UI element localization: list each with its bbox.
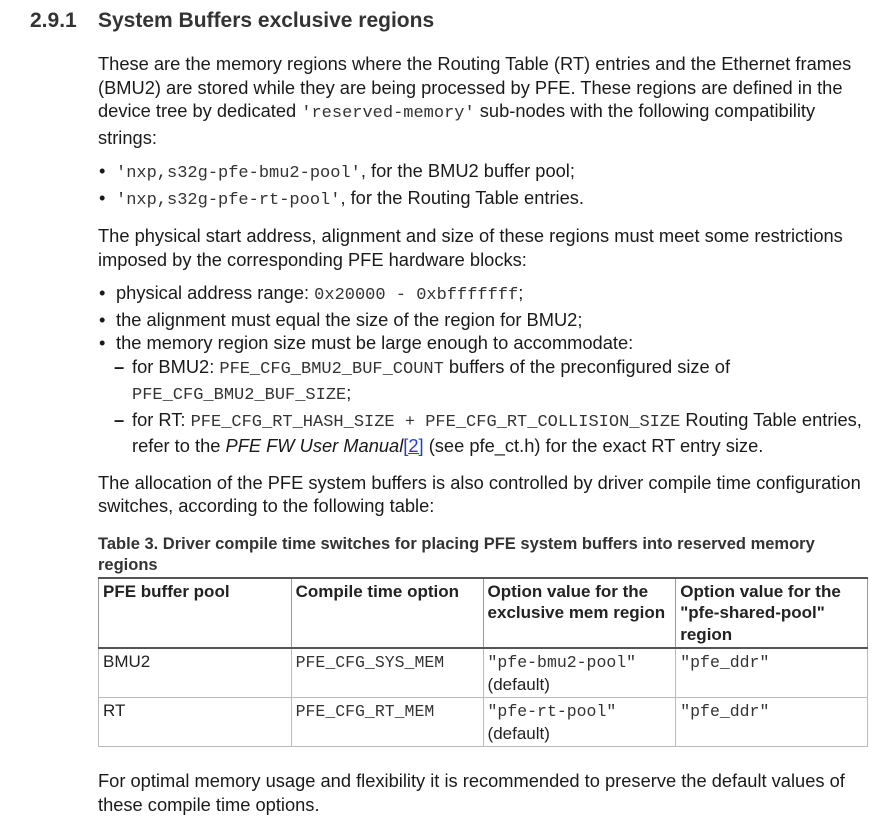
exclusive-value: "pfe-bmu2-pool": [487, 653, 637, 672]
list-item: [98, 159, 868, 186]
column-header: PFE buffer pool: [99, 578, 292, 649]
section-number: 2.9.1: [30, 9, 77, 32]
column-header: Compile time option: [291, 578, 483, 649]
buf-size-code: PFE_CFG_BMU2_BUF_SIZE: [132, 386, 347, 405]
shared-value: "pfe_ddr": [680, 653, 770, 672]
sub-list-item: [98, 408, 868, 458]
reference-link[interactable]: [2]: [403, 435, 424, 456]
closing-paragraph: For optimal memory usage and flexibility it is recommended to preserve the default values of these compile time options.: [98, 770, 845, 815]
table-header-row: [99, 578, 868, 649]
default-note: (default): [487, 674, 550, 694]
punctuation: ;: [518, 282, 524, 303]
dash-marker: –: [114, 408, 125, 430]
column-header: Option value for the exclusive mem region: [483, 578, 676, 649]
restrictions-intro: The physical start address, alignment and size of these regions must meet some restrictions imposed by the corresponding PFE hardware blocks:: [98, 225, 843, 270]
compat-description: , for the BMU2 buffer pool;: [360, 160, 575, 181]
region-size-text: the memory region size must be large enough to accommodate:: [116, 332, 634, 353]
list-item: [98, 186, 868, 213]
shared-cell: [676, 698, 868, 747]
dash-marker: –: [114, 355, 125, 377]
section-title: System Buffers exclusive regions: [98, 9, 435, 32]
rt-size-code: PFE_CFG_RT_HASH_SIZE + PFE_CFG_RT_COLLISION_SIZE: [190, 412, 681, 432]
sub-list-item: [98, 355, 868, 408]
table-row: [99, 648, 868, 698]
compat-string-code: 'nxp,s32g-pfe-bmu2-pool': [116, 164, 361, 183]
list-item: [98, 281, 868, 308]
allocation-paragraph: The allocation of the PFE system buffers is also controlled by driver compile time configuration switches, according to the following table:: [98, 471, 861, 516]
buf-count-code: PFE_CFG_BMU2_BUF_COUNT: [219, 359, 444, 379]
shared-value: "pfe_ddr": [680, 702, 770, 721]
option-code: PFE_CFG_RT_MEM: [295, 702, 435, 721]
exclusive-cell: [483, 698, 676, 747]
table-row: [99, 698, 868, 747]
document-body: [98, 52, 868, 816]
list-item: • the alignment must equal the size of the region for BMU2;: [98, 308, 868, 332]
rt-text-end: (see pfe_ct.h) for the exact RT entry size.: [423, 435, 764, 456]
compat-list: [98, 159, 868, 212]
address-range-label: physical address range:: [116, 282, 315, 303]
bmu2-label: for BMU2:: [132, 355, 220, 377]
intro-paragraph: [98, 52, 868, 149]
compat-string-code: 'nxp,s32g-pfe-rt-pool': [116, 190, 341, 210]
pool-cell: RT: [99, 698, 292, 747]
section-heading: [30, 9, 434, 33]
intro-text-2: sub-nodes with the following compatibility strings:: [98, 100, 816, 148]
sub-list: [116, 355, 868, 458]
intro-text-1: These are the memory regions where the Routing Table (RT) entries and the Ethernet frames (BMU2) are stored while they are being processed by PFE. These regions are defined in the device tree by dedicated: [98, 53, 852, 121]
reserved-memory-code: 'reserved-memory': [301, 104, 475, 123]
column-header: Option value for the "pfe-shared-pool" region: [676, 578, 868, 649]
compat-description: , for the Routing Table entries.: [340, 186, 584, 208]
pool-cell: BMU2: [99, 648, 292, 698]
table-caption: Table 3. Driver compile time switches for placing PFE system buffers into reserved memory regions: [98, 534, 815, 574]
punctuation: ;: [346, 382, 352, 403]
option-code: PFE_CFG_SYS_MEM: [295, 653, 445, 672]
exclusive-value: "pfe-rt-pool": [487, 702, 617, 721]
rt-text: Routing Table entries, refer to the: [132, 408, 862, 456]
manual-title: PFE FW User Manual: [225, 435, 404, 456]
rt-label: for RT:: [132, 408, 191, 430]
restrictions-list: [98, 281, 868, 458]
bmu2-text: buffers of the preconfigured size of: [443, 355, 731, 377]
list-item: [98, 331, 868, 458]
option-cell: [291, 648, 483, 698]
compile-switch-table: [98, 577, 868, 748]
option-cell: [291, 698, 483, 747]
default-note: (default): [487, 723, 550, 743]
shared-cell: [676, 648, 868, 698]
exclusive-cell: [483, 648, 676, 698]
address-range-code: 0x20000 - 0xbfffffff: [314, 286, 519, 305]
